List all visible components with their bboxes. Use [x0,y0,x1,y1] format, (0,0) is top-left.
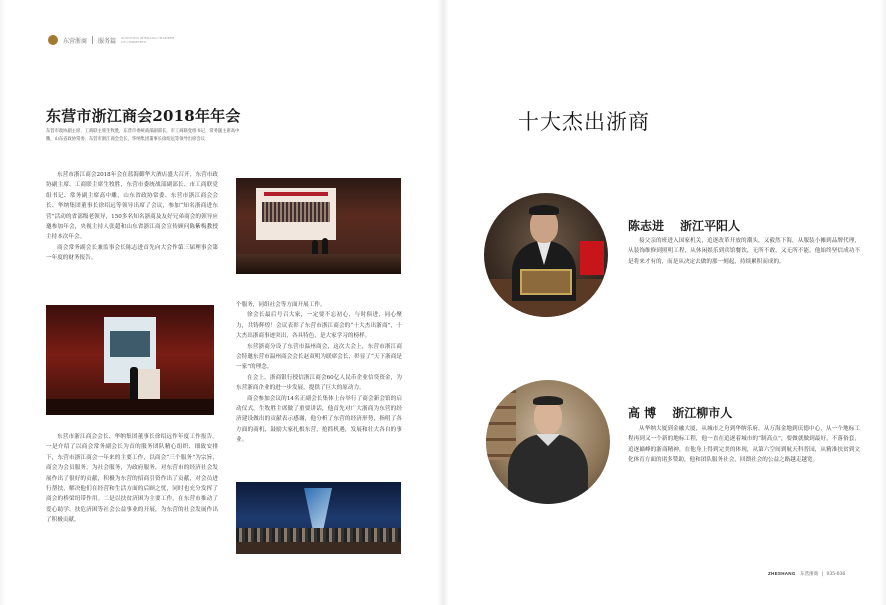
meeting-photo-2 [46,305,214,415]
article-paragraph: 商会参加会议的14名正副会长集体上台举行了商会新会馆的启动仪式，生牧胜主席做了重要讲话，他首先对广大浙商为东营的经济建设做出的贡献表示感谢，他分析了东营的经济形势，指明了各方面的商机，鼓励大家扎根东营，抢抓机遇，发展和壮大各自的事业。 [236,395,402,444]
person-name: 高 博 [628,406,657,420]
article-column-1-top [46,170,218,264]
magazine-name: 东营浙商 [63,37,88,45]
article-title: 东营市浙江商会2018年年会 [46,107,241,125]
page-numbers: 035-036 [826,572,846,577]
article-column-1-bottom [46,432,218,526]
bookshelf [486,390,516,460]
person-origin: 浙江平阳人 [680,219,741,233]
article-paragraph: 徐会长最后号召大家，一定要不忘初心，与时俱进，同心聚力，共铸辉煌！会议表彰了东营市浙江商会的“十大杰出浙商”，十大杰出浙商事迹突出，各具特色，是大家学习的榜样。 [236,312,402,340]
meeting-photo-3 [236,482,401,554]
magazine-tagline: DONGYING ZHEJIANG CHAMBER OF COMMERCE [121,36,175,44]
person-name: 陈志进 [628,219,665,233]
person-origin: 浙江柳市人 [672,406,733,420]
flag [580,241,604,275]
speaker-figure [130,367,138,399]
meeting-photo-1 [236,178,401,274]
person-description-text: 从华纳大厦到金融大厦，从城市之舟到华纳乐府，从万海金地到庆德中心，从一个地标工程再到又一个新的地标工程，他一直在追逐着城市的“制高点”，要做就做到最好，不落俗套，追逐巅峰的浙商精神，在他身上得到完美的体现，从第六空间到航天科普园，从精准扶贫到文化体育方面的诸多赞助，他和团队服务社会，回馈社会的公益之路越走越宽。 [628,426,860,464]
stage-screen [256,188,336,240]
person-description-text: 接父亲的班进入国家机关，追逐改革开放的潮头，又毅然下海，从服装小摊到品牌代理，从装饰维修到照明工程，从休闲娱乐到宾馆餐饮，无所不敢，又无所不能，他始终坚信成功不是将来才有的，而是从决定去做的那一刻起，持续累积而成的。 [628,238,860,265]
article-paragraph: 东营市浙江商会2018年会在蓝海御华大酒店盛大召开，东营市政协副主席、工商联主席生牧胜，东营市委统战部副部长、市工商联党组书记、常务副主席高中雕，山东省政协常委、东营市浙江商会会长、华纳集团董事长徐绍远等领导出席了会议，参加“知名浙商进东营”活动的省部级老领导，150多名知名浙商及友好兄弟商会的领导应邀参加年会，央视主持人张超和山东省浙江商会宣传顾问陈紫梅教授主持本次年会。 [46,172,218,241]
article-paragraph: 个服务，同组社会等方面开展工作。 [236,302,326,308]
article-paragraph: 东营浙商分设了东营市温州商会，这次大会上，东营市浙江商会特邀东营市温州商会会长赵双明为联席会长，彰显了“天下浙商是一家”的理念。 [236,343,402,371]
footer-brand: ZHESHANG [768,571,796,576]
header-divider [92,36,93,44]
article-subtitle: 东营市政协副主席、工商联主席生牧胜，东营市委统战部副部长，市工商联党组书记、常务副主席高中雕，山东省政协常委、东营市浙江商会会长、华纳集团董事长徐绍远等领导出席会议 [46,129,240,143]
article-column-2 [236,300,402,446]
person-heading [628,404,732,421]
page-footer: ZHESHANG 东营浙商 | 035-036 [768,571,846,577]
magazine-logo-icon [48,35,58,45]
group-lineup [236,528,401,542]
award-plaque [520,269,572,295]
stage-logo [304,488,332,528]
section-name: 服务篇 [98,37,117,45]
podium [138,369,160,399]
article-paragraph: 在会上，浙商银行授信浙江商会60亿人民币企业信贷资金，为东营浙商企业的进一步发展，提供了巨大的原动力。 [236,374,402,392]
magazine-header [48,32,176,48]
portrait-gao-bo [486,380,610,504]
article-paragraph: 商会常务副会长兼监事会长陈志进首先向大会作第三届理事会第一年度的财务报告。 [46,244,218,262]
person-description [628,236,860,267]
person-heading [628,217,740,234]
portrait-chen-zhijin [484,193,608,317]
article-paragraph: 东营市浙江商会会长、华纳集团董事长徐绍远作年度工作报告。一是介绍了以商会常务副会长为首的服务团队精心组织、细致安排下，东营市浙江商会一年来的主要工作，以商会“三个服务”为宗旨，商会为会员服务，为社会服务，为政府服务，对东营市的经济社会发展作出了很好的贡献，积极为东营的招商引资作出了贡献，对会员进行帮扶，解决他们在经营和生活方面的后顾之忧，同时也充分发挥了商会的桥梁纽带作用。二是以扶贫济困为主要工作，在东营市推动了爱心助学、扶危济困等社会公益事业的开展，为东营的社会发展作出了积极贡献。 [46,434,218,524]
person-description [628,424,860,466]
footer-magazine: 东营浙商 [800,572,819,577]
feature-title: 十大杰出浙商 [518,110,650,134]
